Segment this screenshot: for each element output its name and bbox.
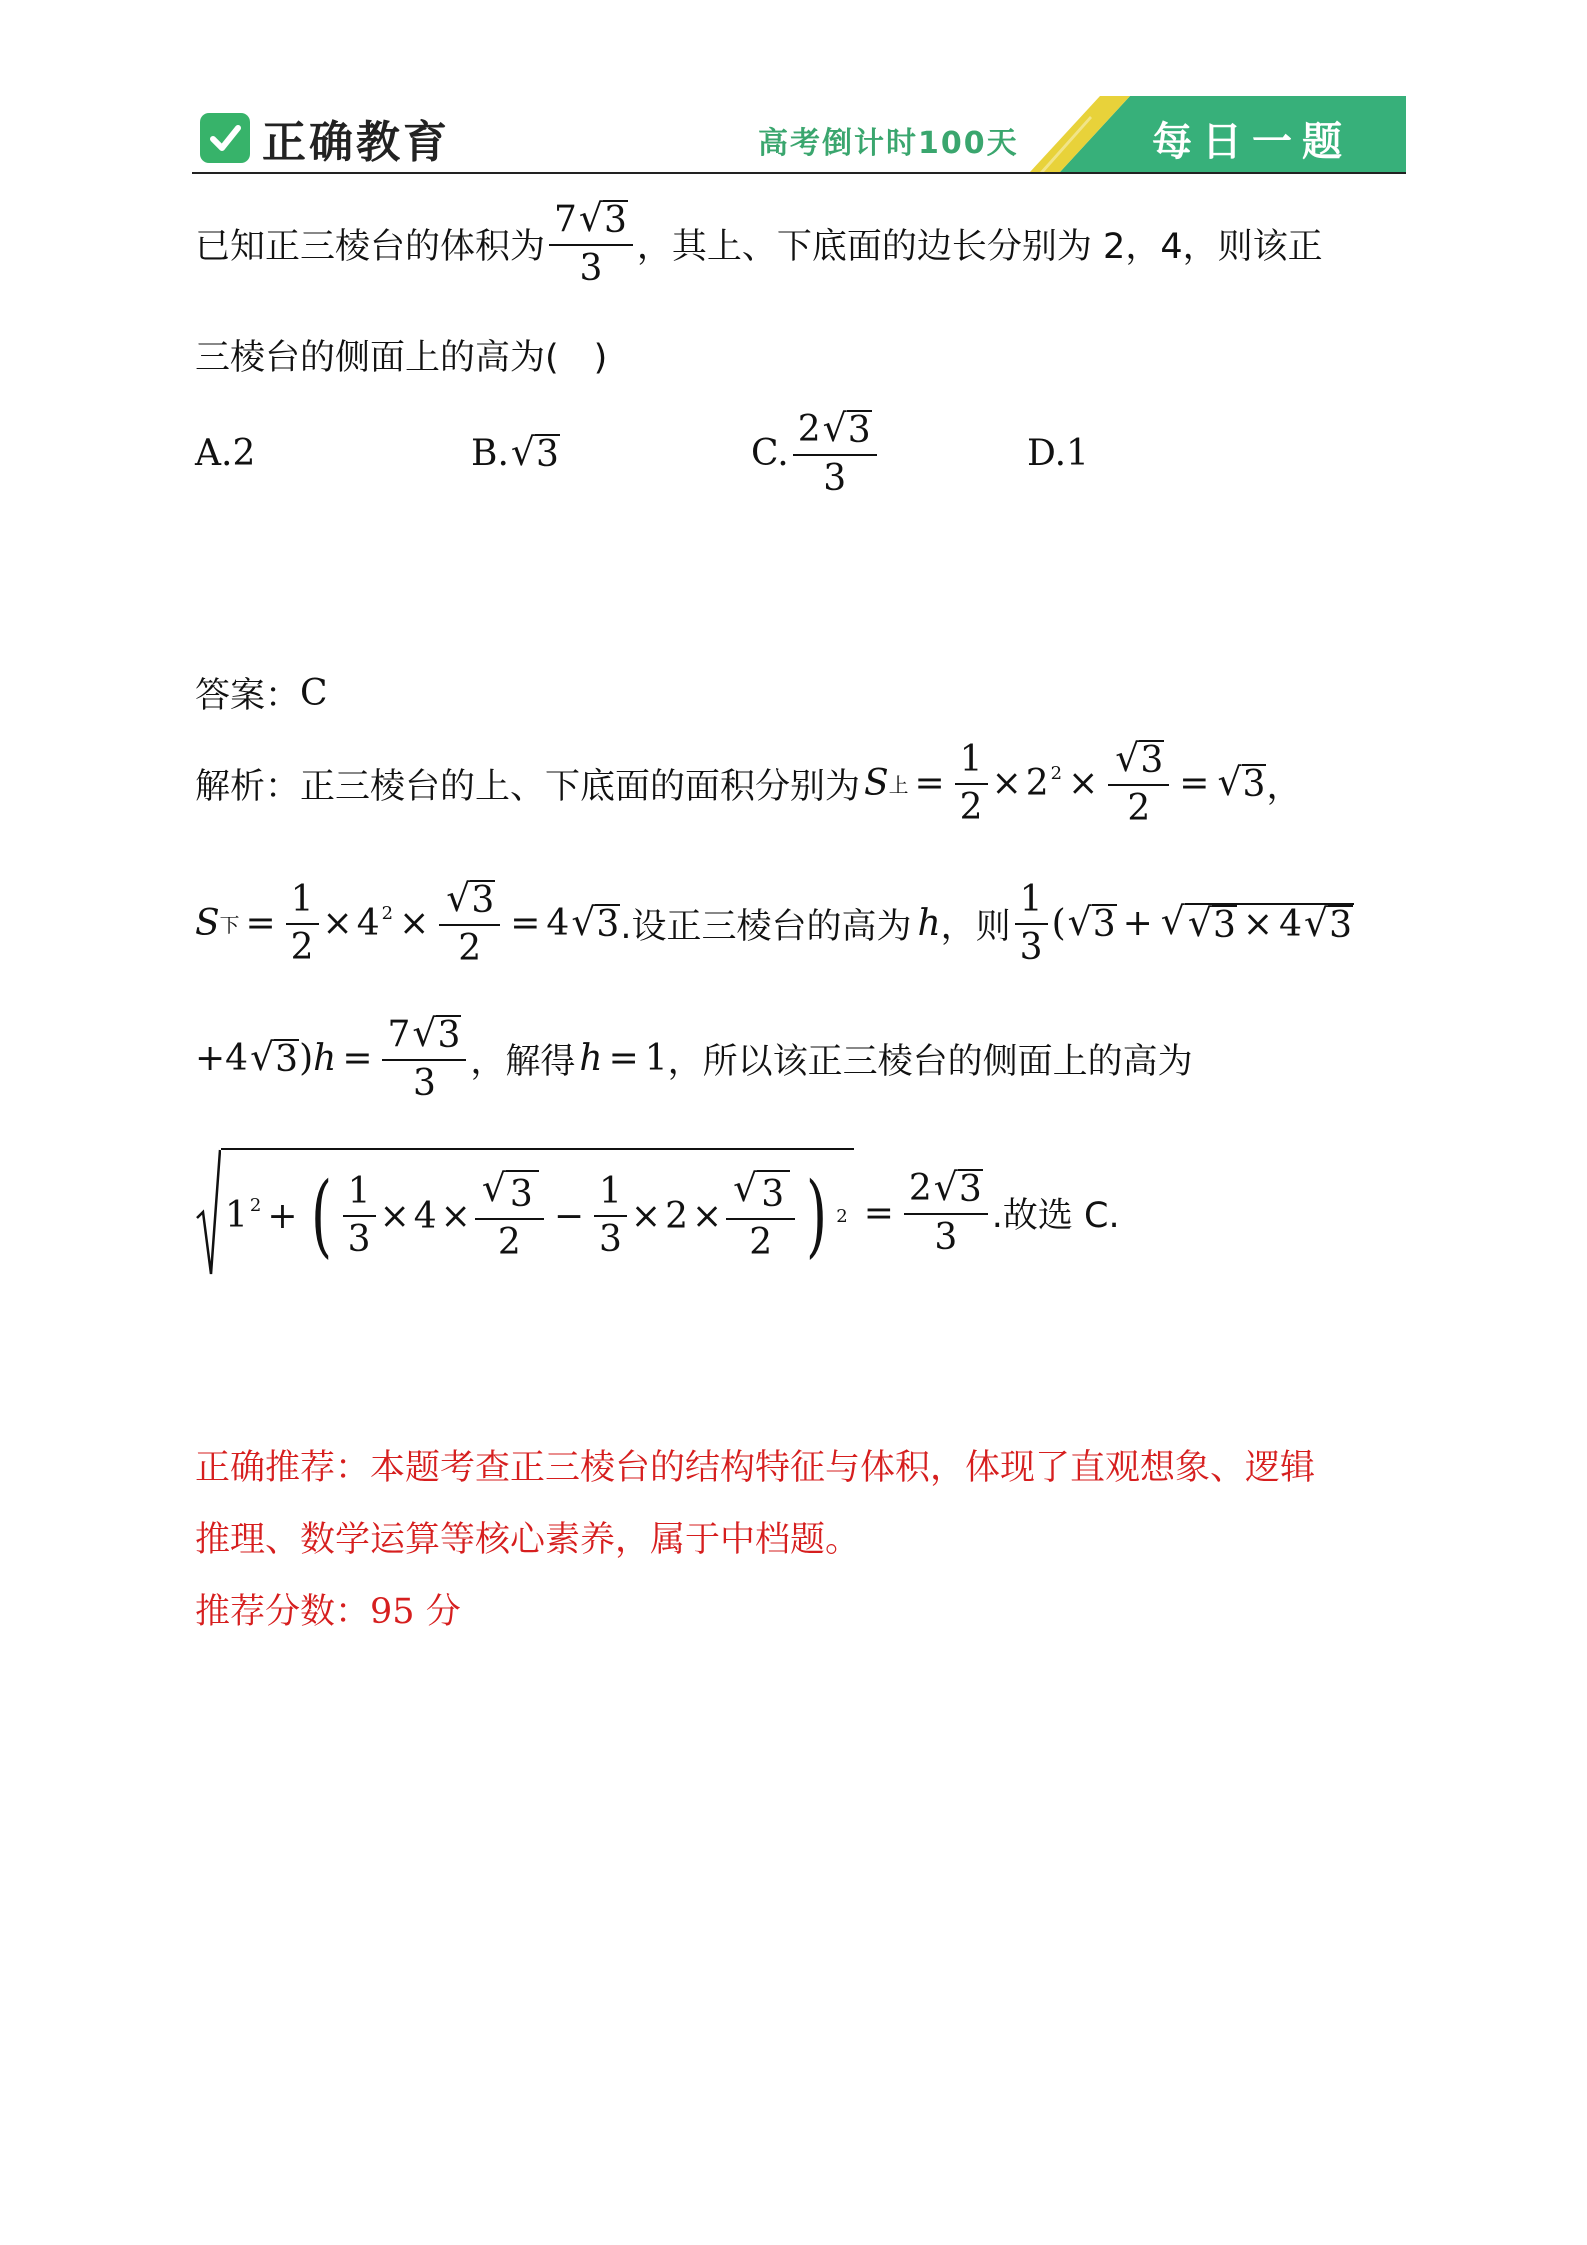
analysis-label: 解析： [195,766,301,807]
question-line-1 [195,196,1323,289]
answer-line [195,668,328,718]
analysis-line-3: +4 √ 3 ) h = 7 √ 3 3 ，解得 h = 1 ，所以该正三棱台的侧面上的高为 [195,1011,1193,1104]
analysis-text: 正三棱台的上、下底面的面积分别为 [300,766,861,807]
question-text-cont: ，其上、下底面的边长分别为 2，4，则该正 [636,226,1323,267]
score-value: 95 [370,1592,415,1632]
option-d: D.1 [1027,433,1089,475]
header-banner [192,96,1406,172]
analysis-line-4: 1 $^2$ + ( $\frac{1}{3}$ × 4 × √ 3 2 − $\frac{1}{3}$ × 2 × √ 3 2 ) 2 = 2 √ 3 3 .故选 C. [195,1148,1120,1278]
volume-fraction: 7 √ 3 3 [549,200,633,288]
question-line-2 [195,330,607,380]
answer-label: 答案： [195,676,301,716]
analysis-line-1: 解析： 正三棱台的上、下底面的面积分别为 S 上 = $\frac{1}{2}$ × 2 $^2$ × √ 3 2 = √ 3 ， [195,736,1302,829]
option-c: C. 2 √ 3 3 [751,410,1027,498]
recommend-line-1: 正确推荐：本题考查正三棱台的结构特征与体积，体现了直观想象、逻辑 [195,1448,1316,1488]
recommend-score [195,1584,461,1634]
analysis-line-2: S 下 = $\frac{1}{2}$ × 4 $^2$ × √ 3 2 = 4 √ 3 .设正三棱台的高为 h ，则 $\frac{1}{3}$ ( √ 3 + √ √ 3 × 4 √ 3 [195,876,1352,969]
options-row [195,406,1195,499]
logo [200,106,450,170]
score-label: 推荐分数： [195,1592,371,1632]
option-b: B. √ 3 [471,429,559,475]
question-text-2: 三棱台的侧面上的高为( ) [195,338,608,378]
daily-question-label: 每日一题 [1152,119,1352,165]
option-a: A.2 [195,433,256,475]
header-divider [192,172,1406,174]
question-text: 已知正三棱台的体积为 [195,226,546,267]
brand-name: 正确教育 [262,117,450,168]
side-height-formula: 1 $^2$ + ( $\frac{1}{3}$ × 4 × √ 3 2 − $\frac{1}{3}$ × 2 × √ 3 2 ) 2 [195,1148,854,1278]
check-icon [200,113,250,163]
countdown-text: 高考倒计时100天 [758,126,1019,161]
answer-value: C [300,672,328,714]
score-unit: 分 [414,1592,461,1632]
recommend-line-2: 推理、数学运算等核心素养，属于中档题。 [195,1520,861,1560]
